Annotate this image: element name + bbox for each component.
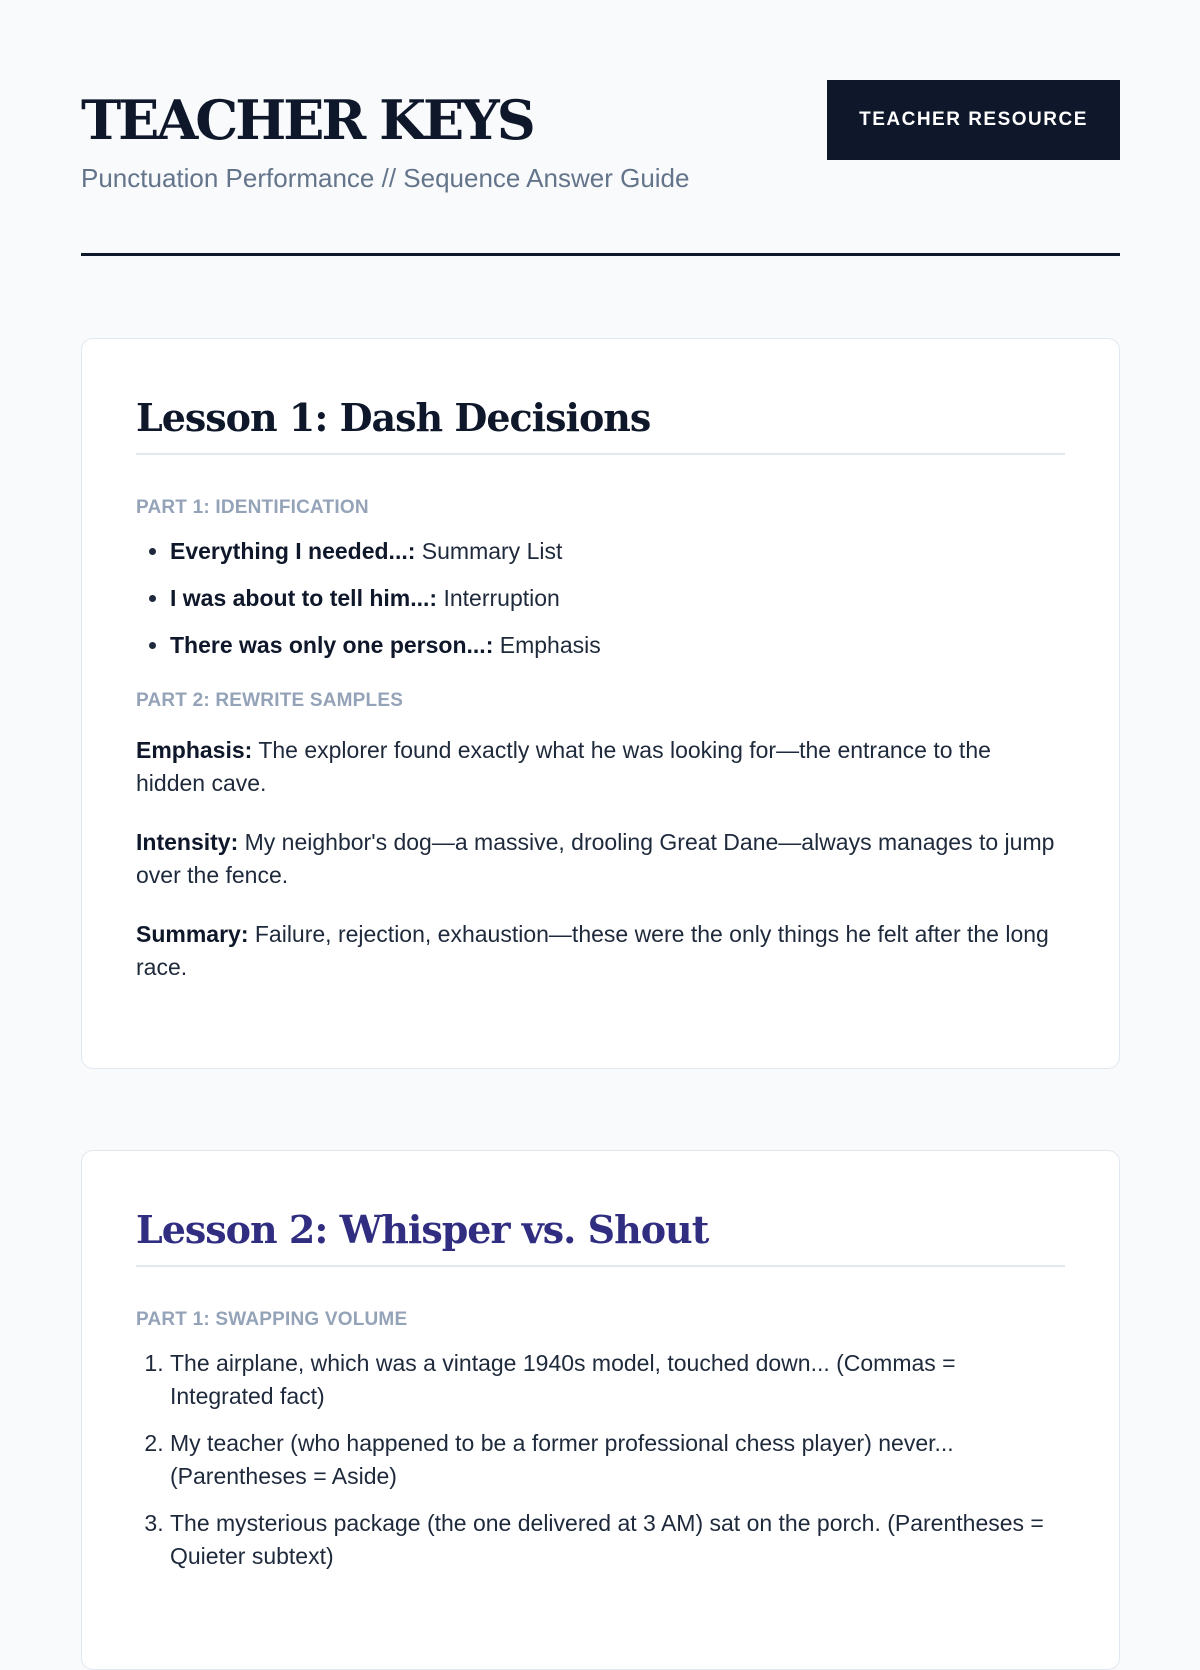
rewrite-sample	[136, 918, 1065, 984]
list-item: 1. The airplane, which was a vintage 1940s model, touched down... (Commas = Integrated fact)	[170, 1347, 1065, 1413]
teacher-resource-badge: TEACHER RESOURCE	[827, 80, 1120, 160]
list-item	[170, 629, 1065, 662]
lesson-2-title: Lesson 2: Whisper vs. Shout	[136, 1205, 1065, 1267]
lesson-1-title: Lesson 1: Dash Decisions	[136, 393, 1065, 455]
identification-answer: Summary List	[421, 538, 563, 564]
identification-answer: Interruption	[443, 585, 560, 611]
rewrite-text: Failure, rejection, exhaustion—these were the only things he felt after the long race.	[136, 921, 1049, 980]
rewrite-sample	[136, 734, 1065, 800]
swapping-volume-list	[136, 1347, 1065, 1573]
lesson-1-part-1-label: PART 1: IDENTIFICATION	[136, 497, 369, 518]
list-item: 3. The mysterious package (the one delivered at 3 AM) sat on the porch. (Parentheses = Quieter subtext)	[170, 1507, 1065, 1573]
identification-prompt: I was about to tell him...:	[170, 585, 438, 611]
identification-answer: Emphasis	[499, 632, 601, 658]
page-header	[81, 80, 1120, 256]
identification-prompt: There was only one person...:	[170, 632, 494, 658]
rewrite-text: My neighbor's dog—a massive, drooling Great Dane—always manages to jump over the fence.	[136, 829, 1055, 888]
page-subtitle: Punctuation Performance // Sequence Answer Guide	[81, 163, 690, 193]
list-item	[170, 582, 1065, 615]
rewrite-type: Emphasis:	[136, 737, 253, 763]
rewrite-sample	[136, 826, 1065, 892]
lesson-2-card	[81, 1150, 1120, 1670]
list-item	[170, 535, 1065, 568]
lesson-2-part-1-label: PART 1: SWAPPING VOLUME	[136, 1309, 408, 1330]
list-item: 2. My teacher (who happened to be a former professional chess player) never... (Parentheses = Aside)	[170, 1427, 1065, 1493]
rewrite-text: The explorer found exactly what he was looking for—the entrance to the hidden cave.	[136, 737, 991, 796]
lesson-1-card	[81, 338, 1120, 1069]
rewrite-type: Intensity:	[136, 829, 239, 855]
identification-prompt: Everything I needed...:	[170, 538, 416, 564]
page-title: TEACHER KEYS	[81, 88, 533, 152]
lesson-1-part-2-label: PART 2: REWRITE SAMPLES	[136, 690, 404, 711]
rewrite-type: Summary:	[136, 921, 249, 947]
identification-list	[136, 535, 1065, 662]
